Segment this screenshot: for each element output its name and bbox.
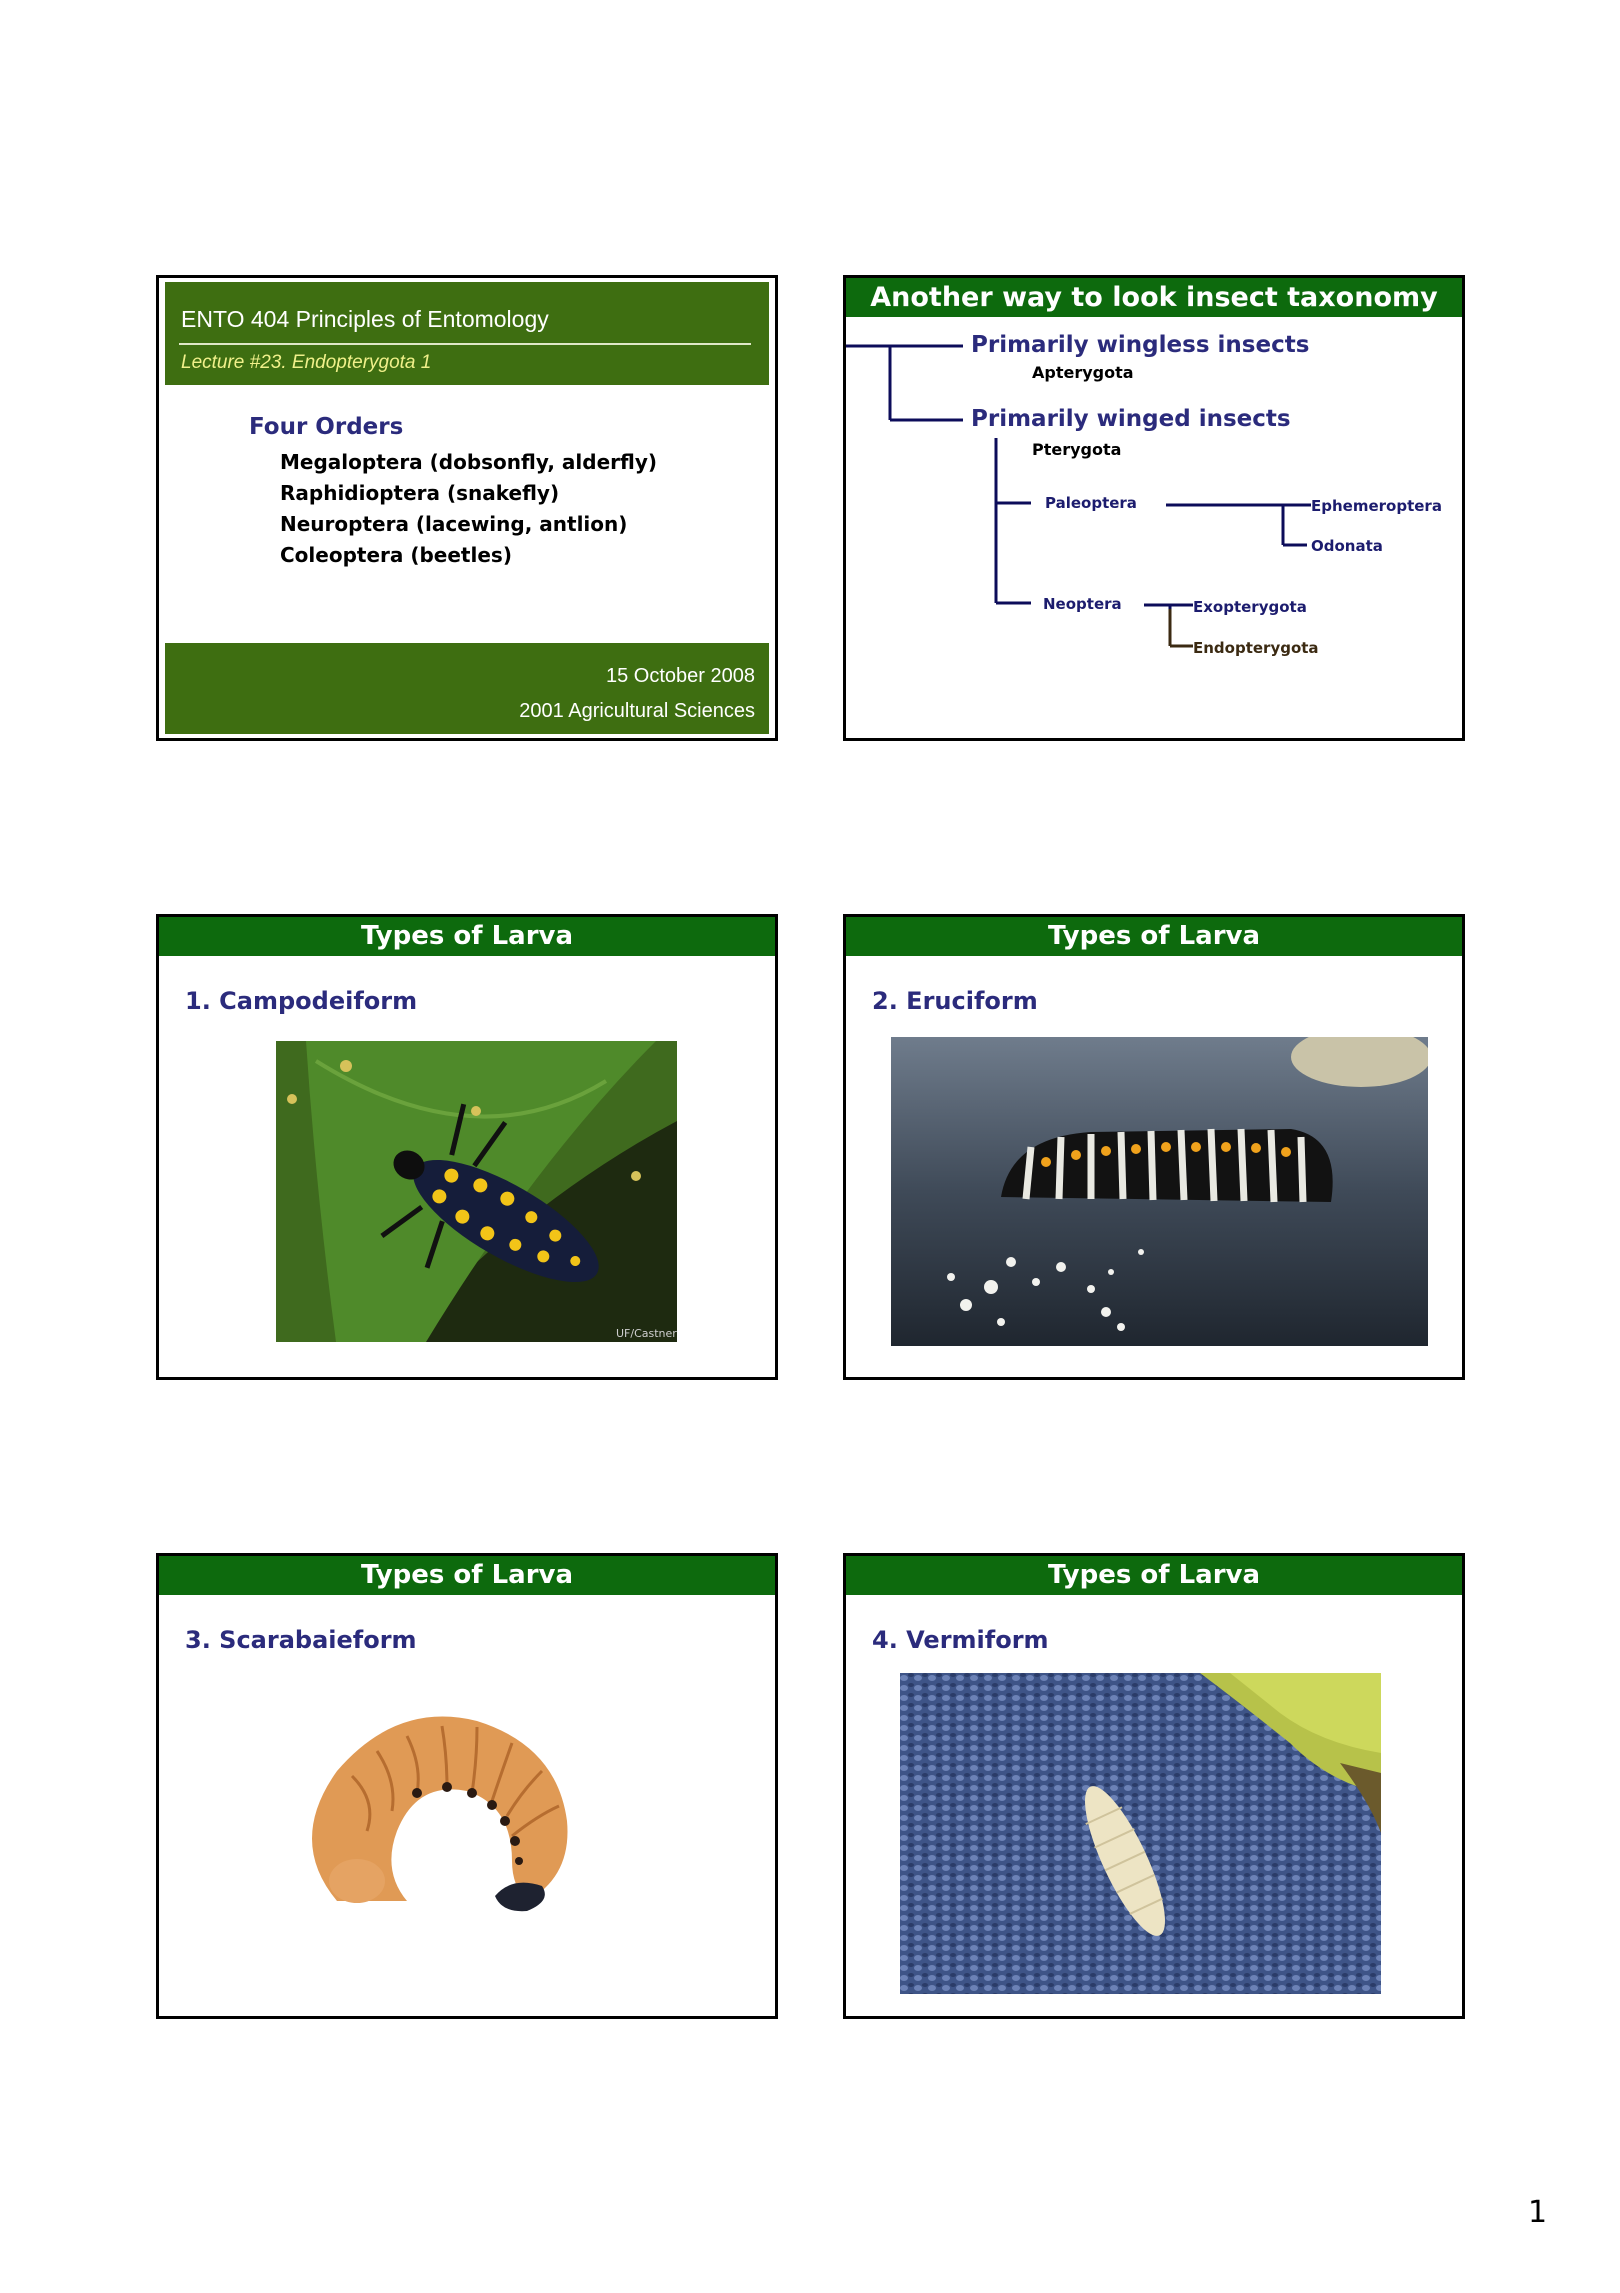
apterygota-label: Apterygota [1032, 363, 1134, 382]
title-slide [156, 275, 778, 741]
larva-type-label: 3. Scarabaieform [185, 1626, 417, 1654]
slide-title: Types of Larva [846, 917, 1462, 956]
photo-credit: UF/Castner [616, 1327, 677, 1340]
endopterygota-label: Endopterygota [1193, 639, 1319, 657]
winged-label: Primarily winged insects [971, 406, 1291, 432]
ladybird-larva-photo [276, 1041, 677, 1342]
list-item: Raphidioptera (snakefly) [280, 481, 560, 505]
pterygota-label: Pterygota [1032, 440, 1122, 459]
ephemeroptera-label: Ephemeroptera [1311, 497, 1442, 515]
lecture-location: 2001 Agricultural Sciences [519, 700, 755, 722]
page-number: 1 [1528, 2195, 1548, 2230]
exopterygota-label: Exopterygota [1193, 598, 1307, 616]
footer-banner [165, 643, 769, 734]
course-title: ENTO 404 Principles of Entomology [181, 306, 549, 332]
lecture-date: 15 October 2008 [606, 665, 755, 687]
neoptera-label: Neoptera [1043, 595, 1122, 613]
paleoptera-label: Paleoptera [1045, 494, 1137, 512]
wingless-label: Primarily wingless insects [971, 332, 1310, 358]
orders-list [280, 447, 657, 571]
larva-slide-vermiform [843, 1553, 1465, 2019]
list-item: Megaloptera (dobsonfly, alderfly) [280, 450, 658, 474]
divider [179, 343, 751, 345]
orders-heading: Four Orders [249, 414, 404, 440]
title-banner [165, 282, 769, 385]
larva-type-label: 2. Eruciform [872, 987, 1038, 1015]
larva-slide-campodeiform [156, 914, 778, 1380]
maggot-photo [900, 1673, 1381, 1994]
slide-title: Another way to look insect taxonomy [846, 278, 1462, 317]
lecture-subtitle: Lecture #23. Endopterygota 1 [181, 352, 432, 373]
list-item: Neuroptera (lacewing, antlion) [280, 512, 628, 536]
slide-title: Types of Larva [846, 1556, 1462, 1595]
odonata-label: Odonata [1311, 537, 1383, 555]
list-item: Coleoptera (beetles) [280, 543, 512, 567]
larva-type-label: 4. Vermiform [872, 1626, 1049, 1654]
grub-photo [297, 1701, 587, 1921]
taxonomy-slide [843, 275, 1465, 741]
caterpillar-photo [891, 1037, 1428, 1346]
slide-title: Types of Larva [159, 917, 775, 956]
slide-title: Types of Larva [159, 1556, 775, 1595]
larva-slide-eruciform [843, 914, 1465, 1380]
larva-slide-scarabaieform [156, 1553, 778, 2019]
larva-type-label: 1. Campodeiform [185, 987, 418, 1015]
